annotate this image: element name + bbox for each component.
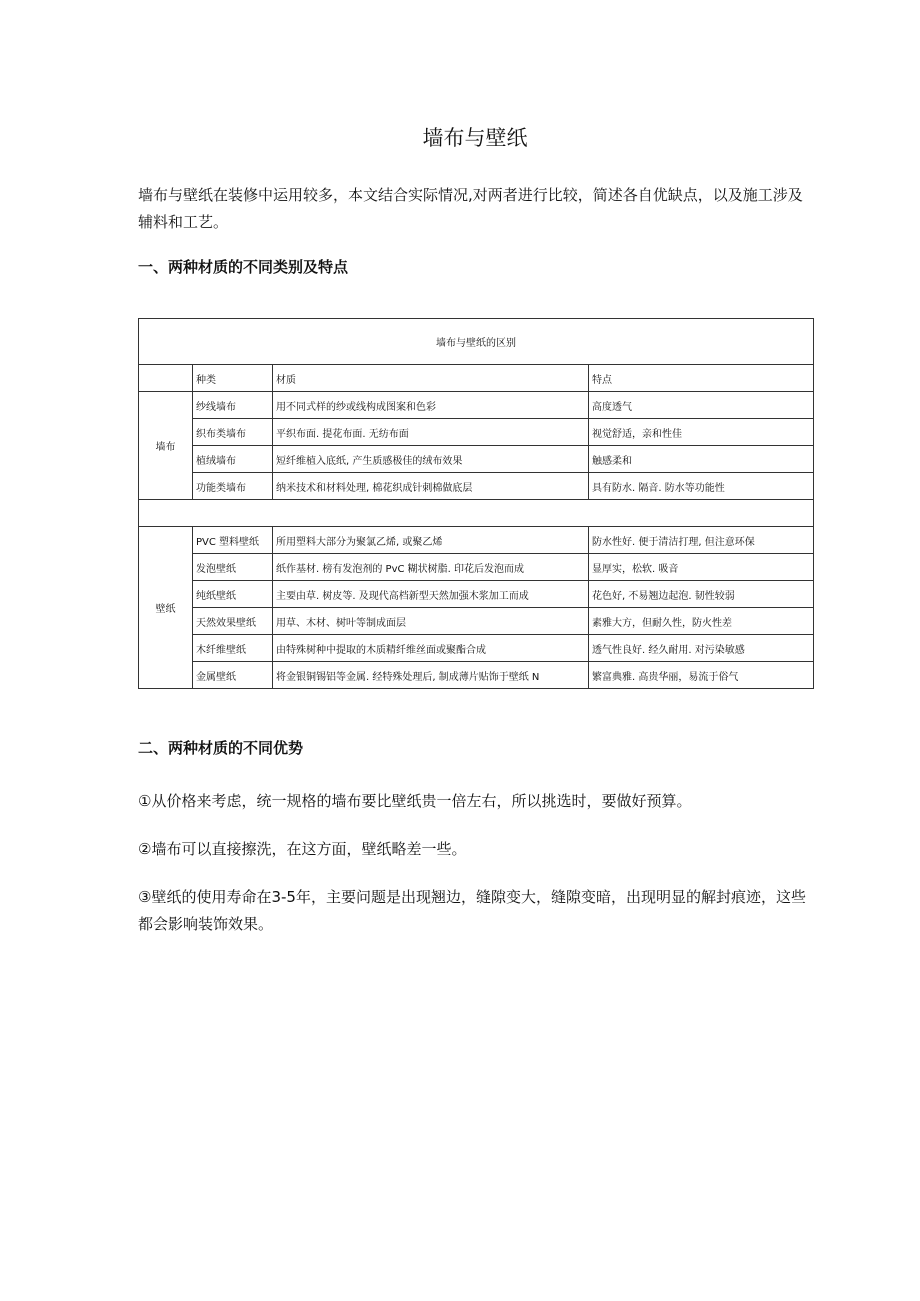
cell-type: 织布类墙布 xyxy=(193,419,273,446)
intro-paragraph: 墙布与壁纸在装修中运用较多，本文结合实际情况,对两者进行比较，简述各自优缺点，以及施工涉及辅料和工艺。 xyxy=(138,186,803,231)
comparison-table-container xyxy=(138,318,813,689)
spacer-cell xyxy=(139,500,814,527)
cell-material: 平织布面. 提花布面. 无纺布面 xyxy=(273,419,589,446)
cell-type: 金属壁纸 xyxy=(193,662,273,689)
table-row xyxy=(139,392,814,419)
cell-type: 纯纸壁纸 xyxy=(193,581,273,608)
cell-material: 将金银铜锡铝等金属. 经特殊处理后, 制成薄片贴饰于壁纸 N xyxy=(273,662,589,689)
cell-feature: 防水性好. 便于清洁打理, 但注意环保 xyxy=(589,527,814,554)
cell-material: 所用塑料大部分为聚氯乙烯, 或聚乙烯 xyxy=(273,527,589,554)
cell-feature: 素雅大方，但耐久性，防火性差 xyxy=(589,608,814,635)
table-row xyxy=(139,473,814,500)
section-heading-advantages: 二、两种材质的不同优势 xyxy=(138,739,304,757)
table-row xyxy=(139,608,814,635)
cell-type: 功能类墙布 xyxy=(193,473,273,500)
table-row xyxy=(139,527,814,554)
cell-material: 纳米技术和材料处理, 棉花织成针刺棉做底层 xyxy=(273,473,589,500)
cell-material: 主要由草. 树皮等. 及现代高档新型天然加强木浆加工而成 xyxy=(273,581,589,608)
cell-material: 纸作基材. 榜有发泡剂的 PvC 糊状树脂. 印花后发泡而成 xyxy=(273,554,589,581)
header-material: 材质 xyxy=(273,365,589,392)
cell-feature: 繁富典雅. 高贵华丽，易流于俗气 xyxy=(589,662,814,689)
cell-feature: 透气性良好. 经久耐用. 对污染敏感 xyxy=(589,635,814,662)
group-label-wallcloth: 墙布 xyxy=(139,392,193,500)
table-row xyxy=(139,581,814,608)
table-row xyxy=(139,554,814,581)
table-caption-row xyxy=(139,319,814,365)
table-row xyxy=(139,662,814,689)
header-empty-cell xyxy=(139,365,193,392)
group-label-wallpaper: 壁纸 xyxy=(139,527,193,689)
table-row xyxy=(139,446,814,473)
document-title: 墙布与壁纸 xyxy=(422,126,528,150)
cell-type: 纱线墙布 xyxy=(193,392,273,419)
cell-feature: 触感柔和 xyxy=(589,446,814,473)
cell-material: 用不同式样的纱或线构成图案和色彩 xyxy=(273,392,589,419)
table-row xyxy=(139,419,814,446)
cell-feature: 视觉舒适，亲和性佳 xyxy=(589,419,814,446)
cell-type: 木纤维壁纸 xyxy=(193,635,273,662)
cell-type: 天然效果壁纸 xyxy=(193,608,273,635)
header-type: 种类 xyxy=(193,365,273,392)
cell-feature: 花色好, 不易翘边起泡. 韧性较弱 xyxy=(589,581,814,608)
table-caption: 墙布与壁纸的区别 xyxy=(139,319,814,365)
cell-feature: 具有防水. 隔音. 防水等功能性 xyxy=(589,473,814,500)
advantage-paragraph-cleaning: ②墙布可以直接擦洗，在这方面，壁纸略差一些。 xyxy=(138,840,467,858)
table-spacer-row xyxy=(139,500,814,527)
cell-feature: 显厚实，松软. 吸音 xyxy=(589,554,814,581)
cell-type: 植绒墙布 xyxy=(193,446,273,473)
table-row xyxy=(139,635,814,662)
cell-type: 发泡壁纸 xyxy=(193,554,273,581)
table-header-row xyxy=(139,365,814,392)
header-feature: 特点 xyxy=(589,365,814,392)
comparison-table xyxy=(138,318,814,689)
section-heading-categories: 一、两种材质的不同类别及特点 xyxy=(138,258,349,276)
cell-material: 用草、木材、树叶等制成面层 xyxy=(273,608,589,635)
cell-material: 短纤维植入底纸, 产生质感极佳的绒布效果 xyxy=(273,446,589,473)
cell-type: PVC 塑料壁纸 xyxy=(193,527,273,554)
cell-material: 由特殊树种中提取的木质精纤维丝面或聚酯合成 xyxy=(273,635,589,662)
advantage-paragraph-price: ①从价格来考虑，统一规格的墙布要比壁纸贵一倍左右，所以挑选时，要做好预算。 xyxy=(138,792,692,810)
advantage-paragraph-lifespan: ③壁纸的使用寿命在3-5年，主要问题是出现翘边，缝隙变大，缝隙变暗，出现明显的解封痕迹，这些都会影响装饰效果。 xyxy=(138,888,806,933)
cell-feature: 高度透气 xyxy=(589,392,814,419)
